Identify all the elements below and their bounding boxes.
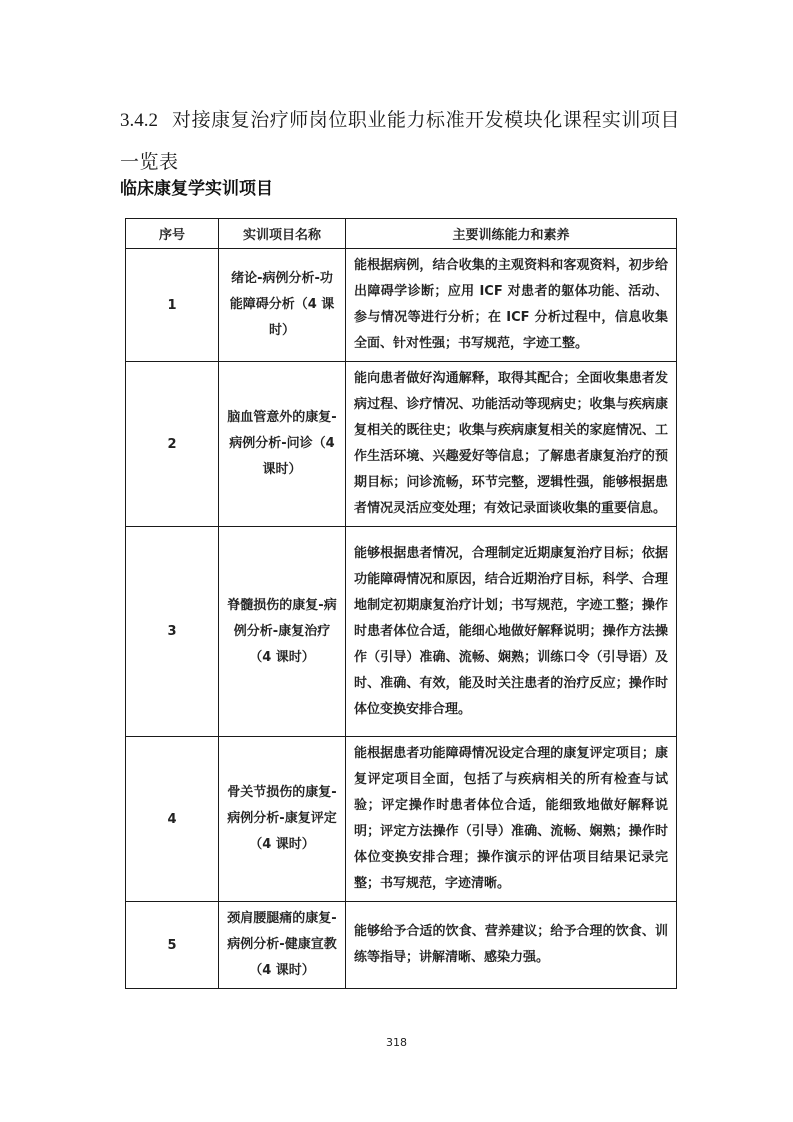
section-title-text: 对接康复治疗师岗位职业能力标准开发模块化课程实训项目一览表 <box>120 110 680 173</box>
header-no: 序号 <box>126 219 219 249</box>
table-row <box>126 362 677 527</box>
table-header-row <box>126 219 677 249</box>
section-number: 3.4.2 <box>120 110 158 131</box>
project-name: 脊髓损伤的康复-病例分析-康复治疗（4 课时） <box>219 527 346 737</box>
row-number: 3 <box>126 527 219 737</box>
project-description: 能根据患者功能障碍情况设定合理的康复评定项目；康复评定项目全面，包括了与疾病相关的所有检查与试验；评定操作时患者体位合适，能细致地做好解释说明；评定方法操作（引导）准确、流畅、娴熟；操作时体位变换安排合理；操作演示的评估项目结果记录完整；书写规范，字迹清晰。 <box>346 737 677 902</box>
page-number: 318 <box>386 1036 407 1049</box>
table-row <box>126 527 677 737</box>
table-row <box>126 249 677 362</box>
project-description: 能够根据患者情况，合理制定近期康复治疗目标；依据功能障碍情况和原因，结合近期治疗目标，科学、合理地制定初期康复治疗计划；书写规范，字迹工整；操作时患者体位合适，能细心地做好解释说明；操作方法操作（引导）准确、流畅、娴熟；训练口令（引导语）及时、准确、有效，能及时关注患者的治疗反应；操作时体位变换安排合理。 <box>346 527 677 737</box>
section-title <box>120 100 680 184</box>
project-description: 能向患者做好沟通解释，取得其配合；全面收集患者发病过程、诊疗情况、功能活动等现病史；收集与疾病康复相关的既往史；收集与疾病康复相关的家庭情况、工作生活环境、兴趣爱好等信息；了解患者康复治疗的预期目标；问诊流畅，环节完整，逻辑性强，能够根据患者情况灵活应变处理；有效记录面谈收集的重要信息。 <box>346 362 677 527</box>
table-row <box>126 902 677 989</box>
project-description: 能够给予合适的饮食、营养建议；给予合理的饮食、训练等指导；讲解清晰、感染力强。 <box>346 902 677 989</box>
project-description: 能根据病例，结合收集的主观资料和客观资料，初步给出障碍学诊断；应用 ICF 对患者的躯体功能、活动、参与情况等进行分析；在 ICF 分析过程中，信息收集全面、针对性强；书写规范，字迹工整。 <box>346 249 677 362</box>
table-heading: 临床康复学实训项目 <box>120 179 273 199</box>
project-name: 骨关节损伤的康复-病例分析-康复评定（4 课时） <box>219 737 346 902</box>
project-name: 颈肩腰腿痛的康复-病例分析-健康宣教（4 课时） <box>219 902 346 989</box>
row-number: 2 <box>126 362 219 527</box>
row-number: 4 <box>126 737 219 902</box>
header-abilities: 主要训练能力和素养 <box>346 219 677 249</box>
table-row <box>126 737 677 902</box>
project-name: 绪论-病例分析-功能障碍分析（4 课时） <box>219 249 346 362</box>
training-projects-table <box>125 218 677 989</box>
header-project-name: 实训项目名称 <box>219 219 346 249</box>
project-name: 脑血管意外的康复-病例分析-问诊（4 课时） <box>219 362 346 527</box>
row-number: 1 <box>126 249 219 362</box>
row-number: 5 <box>126 902 219 989</box>
